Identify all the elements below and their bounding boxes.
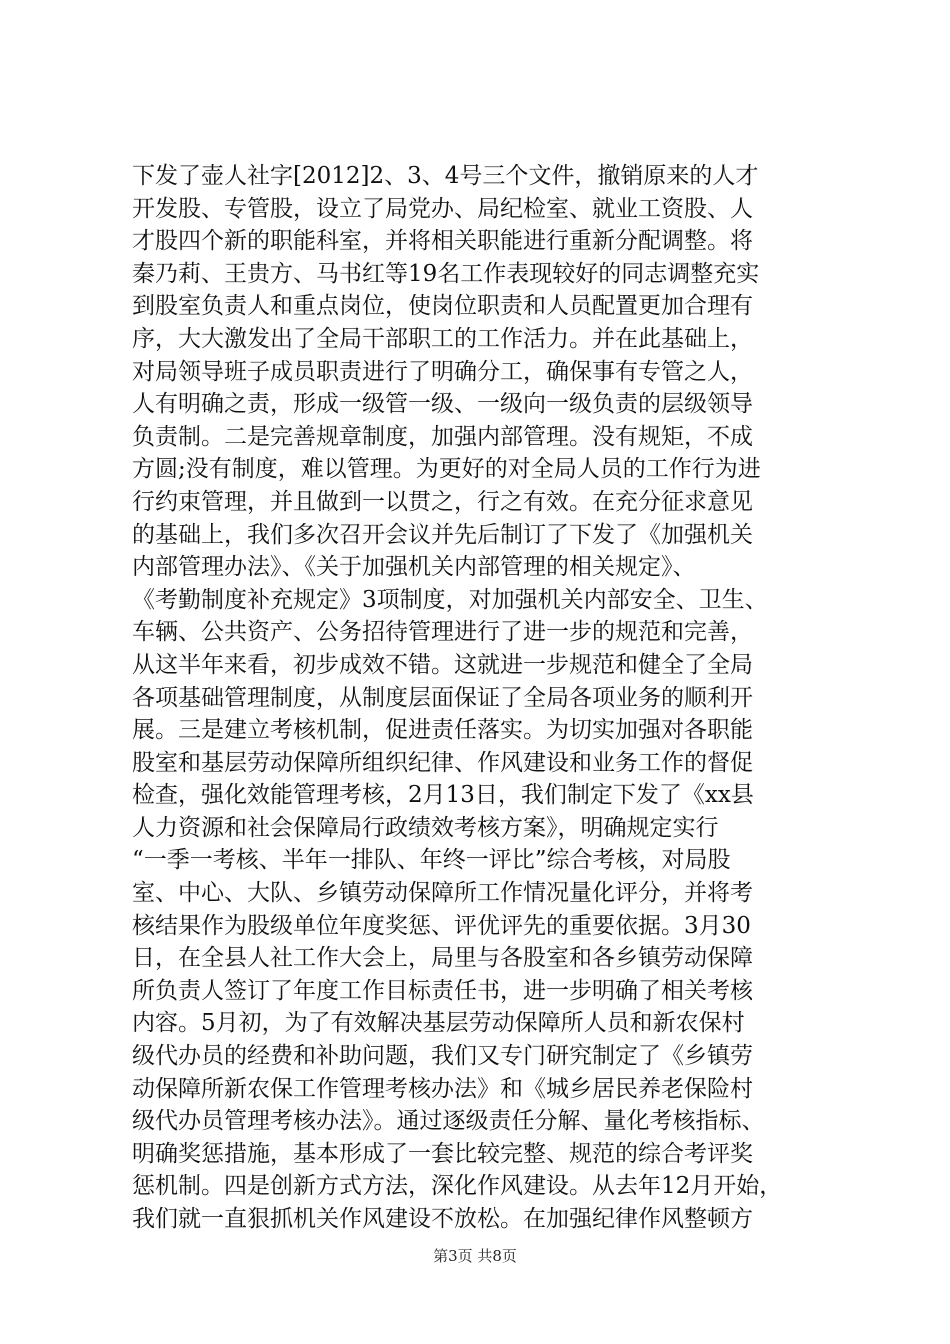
text-line: 级代办员管理考核办法》。通过逐级责任分解、量化考核指标、 xyxy=(132,1108,765,1135)
text-line: 各项基础管理制度，从制度层面保证了全局各项业务的顺利开 xyxy=(132,684,753,711)
text-line: 车辆、公共资产、公务招待管理进行了进一步的规范和完善， xyxy=(132,619,753,646)
text-line: 内部管理办法》、《关于加强机关内部管理的相关规定》、 xyxy=(132,554,696,581)
text-line: 室、中心、大队、乡镇劳动保障所工作情况量化评分，并将考 xyxy=(132,880,753,907)
text-line: 人力资源和社会保障局行政绩效考核方案》，明确规定实行 xyxy=(132,814,719,841)
text-line: 序，大大激发出了全局干部职工的工作活力。并在此基础上， xyxy=(132,325,753,352)
text-line: 人有明确之责，形成一级管一级、一级向一级负责的层级领导 xyxy=(132,391,753,418)
text-line: 秦乃莉、王贵方、马书红等19名工作表现较好的同志调整充实 xyxy=(132,260,760,287)
text-line: 才股四个新的职能科室，并将相关职能进行重新分配调整。将 xyxy=(132,228,753,255)
text-line: 从这半年来看，初步成效不错。这就进一步规范和健全了全局 xyxy=(132,651,753,678)
text-line: “一季一考核、半年一排队、年终一评比”综合考核，对局股 xyxy=(132,847,731,874)
text-line: 对局领导班子成员职责进行了明确分工，确保事有专管之人， xyxy=(132,358,753,385)
text-line: 方圆;没有制度，难以管理。为更好的对全局人员的工作行为进 xyxy=(132,456,761,483)
text-line: 我们就一直狠抓机关作风建设不放松。在加强纪律作风整顿方 xyxy=(132,1206,753,1232)
text-line: 下发了壶人社字[2012]2、3、4号三个文件，撤销原来的人才 xyxy=(132,163,759,189)
page-footer: 第3页 共8页 xyxy=(433,1247,517,1265)
text-line: 明确奖惩措施，基本形成了一套比较完整、规范的综合考评奖 xyxy=(132,1140,753,1167)
text-line: 展。三是建立考核机制，促进责任落实。为切实加强对各职能 xyxy=(132,717,753,744)
text-line: 日，在全县人社工作大会上，局里与各股室和各乡镇劳动保障 xyxy=(132,945,753,972)
text-line: 内容。5月初，为了有效解决基层劳动保障所人员和新农保村 xyxy=(132,1010,745,1037)
text-line: 到股室负责人和重点岗位，使岗位职责和人员配置更加合理有 xyxy=(132,293,753,320)
text-line: 股室和基层劳动保障所组织纪律、作风建设和业务工作的督促 xyxy=(132,749,753,776)
text-line: 行约束管理，并且做到一以贯之，行之有效。在充分征求意见 xyxy=(132,488,753,515)
text-line: 动保障所新农保工作管理考核办法》和《城乡居民养老保险村 xyxy=(132,1075,753,1102)
text-line: 级代办员的经费和补助问题，我们又专门研究制定了《乡镇劳 xyxy=(132,1043,753,1070)
body-text xyxy=(132,160,832,1236)
text-line: 核结果作为股级单位年度奖惩、评优评先的重要依据。3月30 xyxy=(132,912,751,939)
text-line: 负责制。二是完善规章制度，加强内部管理。没有规矩，不成 xyxy=(132,423,753,450)
text-line: 开发股、专管股，设立了局党办、局纪检室、就业工资股、人 xyxy=(132,195,753,222)
text-line: 所负责人签订了年度工作目标责任书，进一步明确了相关考核 xyxy=(132,977,753,1004)
text-line: 《考勤制度补充规定》3项制度，对加强机关内部安全、卫生、 xyxy=(132,586,768,613)
text-line: 惩机制。四是创新方式方法，深化作风建设。从去年12月开始， xyxy=(132,1173,783,1200)
text-line: 的基础上，我们多次召开会议并先后制订了下发了《加强机关 xyxy=(132,521,753,548)
text-line: 检查，强化效能管理考核，2月13日，我们制定下发了《xx县 xyxy=(132,782,754,809)
